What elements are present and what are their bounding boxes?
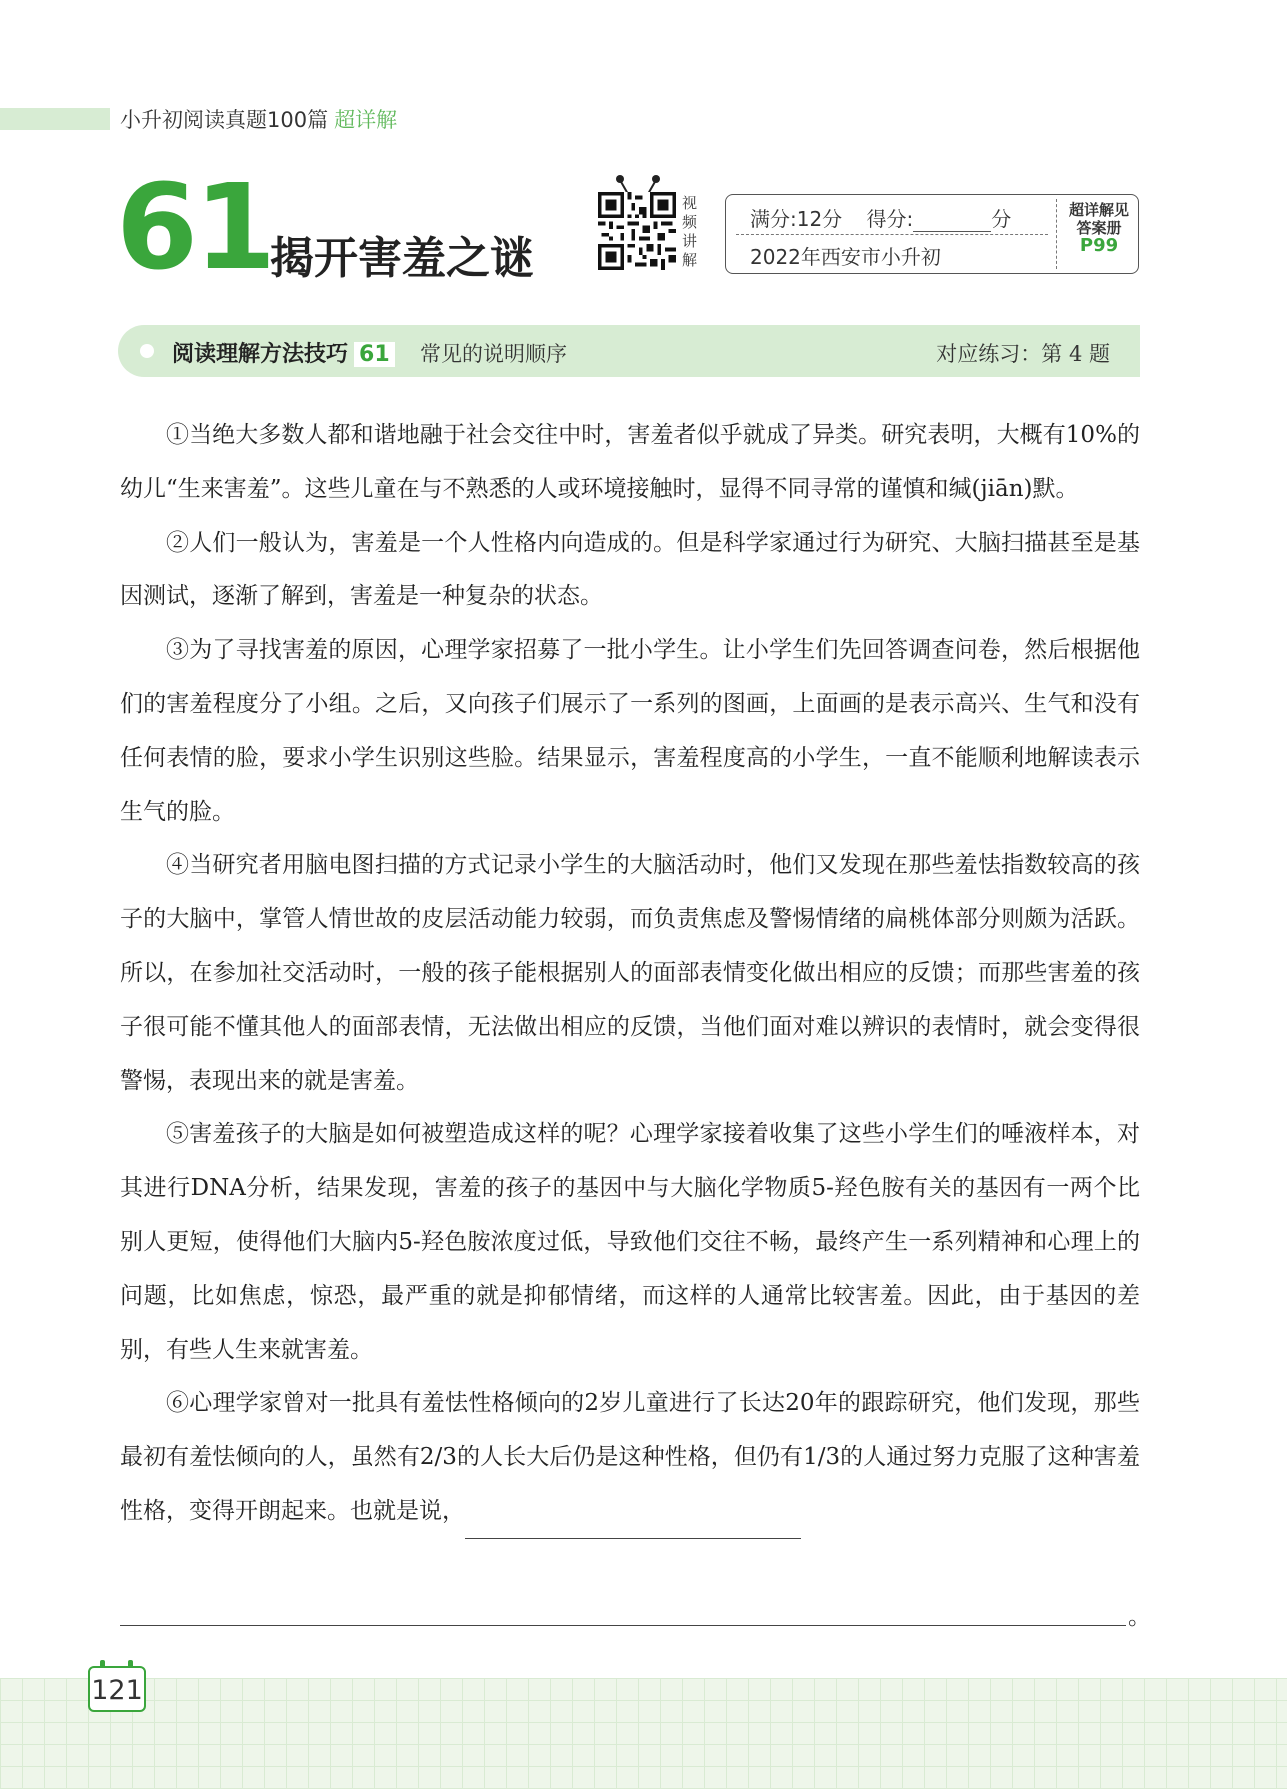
method-tip-topic: 常见的说明顺序 [420, 342, 567, 366]
footer-grid [0, 1678, 1287, 1789]
paragraph-5: ⑤害羞孩子的大脑是如何被塑造成这样的呢？心理学家接着收集了这些小学生们的唾液样本，对其进行DNA分析，结果发现，害羞的孩子的基因中与大脑化学物质5-羟色胺有关的基因有一两个比别人更短，使得他们大脑内5-羟色胺浓度过低，导致他们交往不畅，最终产生一系列精神和心理上的问题，比如焦虑，惊恐，最严重的就是抑郁情绪，而这样的人通常比较害羞。因此，由于基因的差别，有些人生来就害羞。 [120, 1121, 1140, 1363]
answer-reference: 超详解见 答案册 P99 [1060, 201, 1138, 255]
reading-passage [120, 409, 1140, 1539]
qr-code-icon[interactable] [598, 192, 676, 270]
paragraph-6-wrapper [120, 1377, 1140, 1538]
full-score: 满分:12分 [750, 207, 843, 231]
fill-in-blank-line[interactable] [465, 1514, 801, 1539]
header-color-strip [0, 108, 110, 130]
score-label: 得分: [866, 207, 914, 231]
score-row [750, 203, 1011, 232]
method-tip-bar [118, 325, 1140, 377]
score-box [725, 194, 1139, 274]
book-header [120, 104, 397, 134]
exam-source: 2022年西安市小升初 [750, 245, 941, 269]
book-title: 小升初阅读真题100篇 [120, 108, 329, 132]
score-input-blank[interactable] [913, 211, 991, 232]
paragraph-2: ②人们一般认为，害羞是一个人性格内向造成的。但是科学家通过行为研究、大脑扫描甚至是基因测试，逐渐了解到，害羞是一种复杂的状态。 [120, 529, 1140, 610]
method-tip-number: 61 [354, 342, 395, 367]
paragraph-6: ⑥心理学家曾对一批具有羞怯性格倾向的2岁儿童进行了长达20年的跟踪研究，他们发现，那些最初有羞怯倾向的人，虽然有2/3的人长大后仍是这种性格，但仍有1/3的人通过努力克服了这种害羞性格，变得开朗起来。也就是说， [120, 1390, 1140, 1524]
page-number: 121 [88, 1666, 146, 1712]
paragraph-3: ③为了寻找害羞的原因，心理学家招募了一批小学生。让小学生们先回答调查问卷，然后根据他们的害羞程度分了小组。之后，又向孩子们展示了一系列的图画，上面画的是表示高兴、生气和没有任何表情的脸，要求小学生识别这些脸。结果显示，害羞程度高的小学生，一直不能顺利地解读表示生气的脸。 [120, 637, 1140, 825]
video-explanation-label: 视 频 讲 解 [682, 194, 698, 269]
paragraph-1: ①当绝大多数人都和谐地融于社会交往中时，害羞者似乎就成了异类。研究表明，大概有10%的幼儿“生来害羞”。这些儿童在与不熟悉的人或环境接触时，显得不同寻常的谨慎和缄(jiān)默。 [120, 422, 1140, 502]
score-divider [736, 234, 1048, 235]
score-box-separator [1056, 199, 1057, 269]
lesson-number: 61 [116, 158, 273, 296]
practice-reference: 对应练习：第 4 题 [936, 342, 1110, 366]
book-subtitle: 超详解 [334, 108, 398, 132]
bullet-dot-icon [140, 344, 154, 358]
fill-in-blank-line-2[interactable] [120, 1625, 1126, 1626]
blank-end-mark: 。 [1128, 1604, 1151, 1630]
answer-page: P99 [1079, 235, 1119, 256]
lesson-title: 揭开害羞之谜 [270, 233, 534, 284]
paragraph-4: ④当研究者用脑电图扫描的方式记录小学生的大脑活动时，他们又发现在那些羞怯指数较高的孩子的大脑中，掌管人情世故的皮层活动能力较弱，而负责焦虑及警惕情绪的扁桃体部分则颇为活跃。所以，在参加社交活动时，一般的孩子能根据别人的面部表情变化做出相应的反馈；而那些害羞的孩子很可能不懂其他人的面部表情，无法做出相应的反馈，当他们面对难以辨识的表情时，就会变得很警惕，表现出来的就是害羞。 [120, 852, 1140, 1094]
score-unit: 分 [991, 207, 1012, 231]
method-tip-label: 阅读理解方法技巧 61 [172, 337, 395, 368]
